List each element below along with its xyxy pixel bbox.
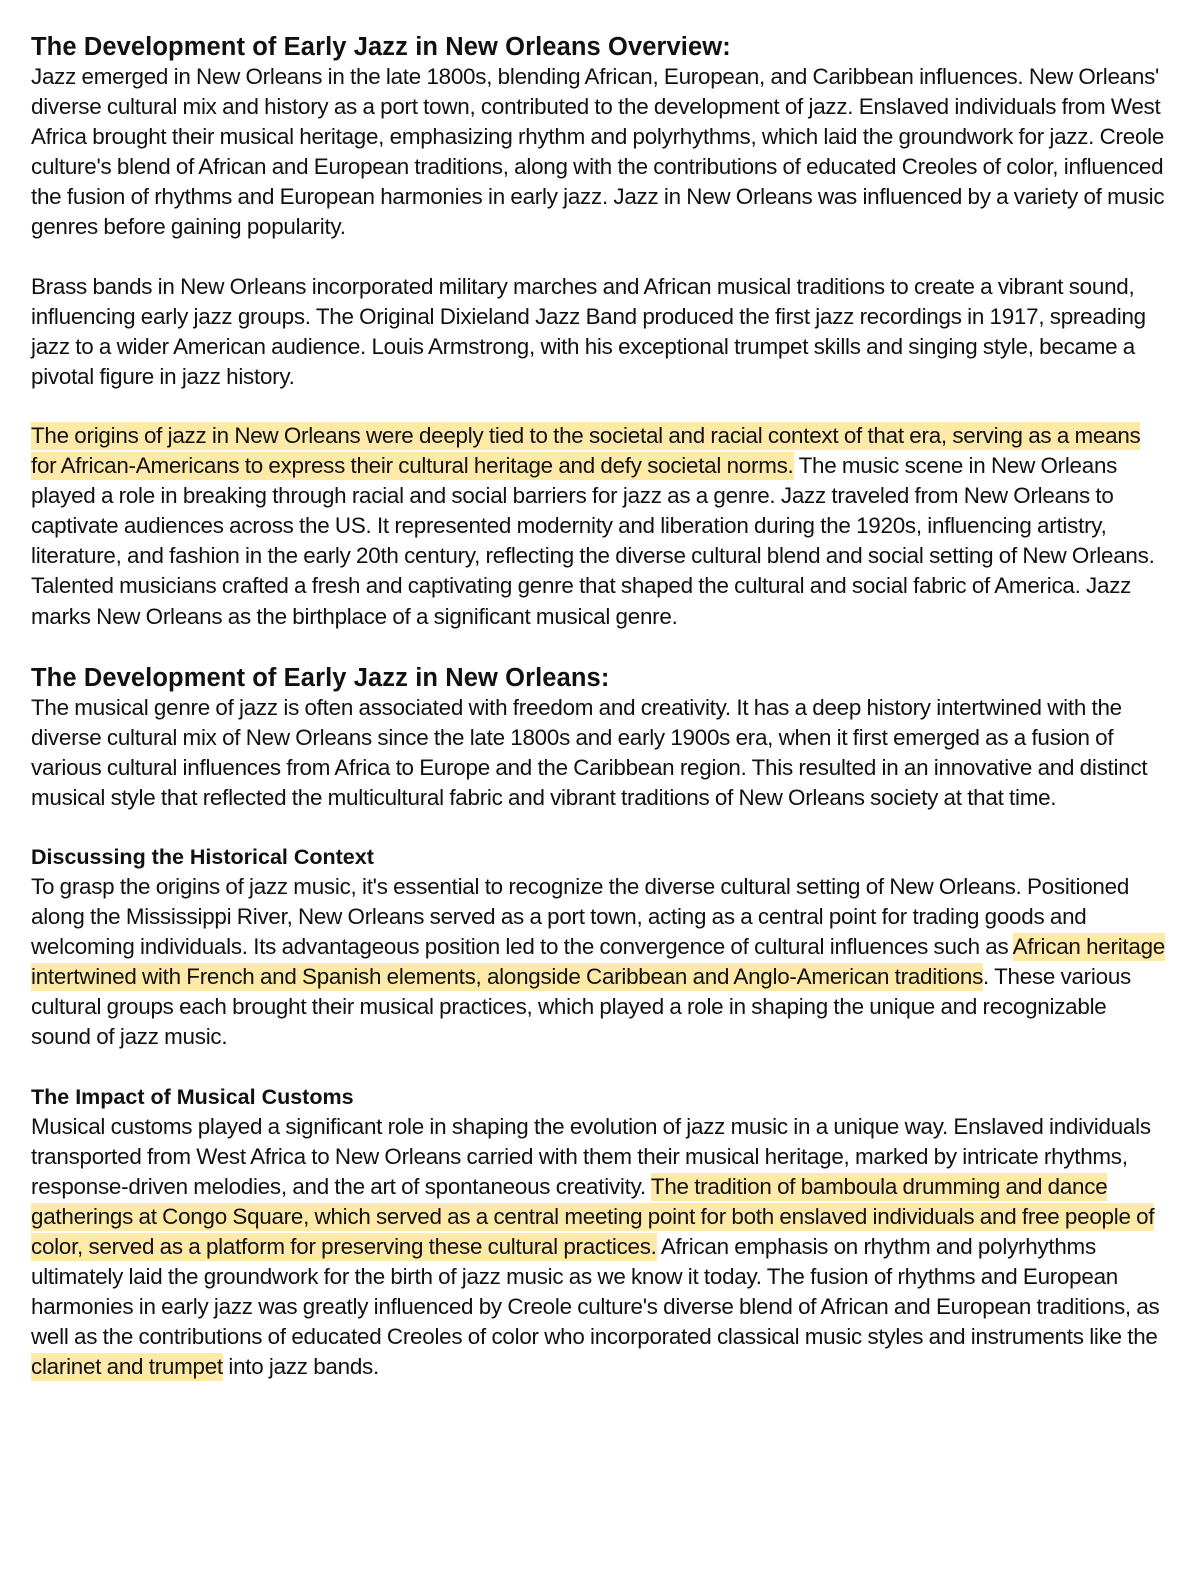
document-page — [31, 32, 1171, 1382]
historical-context-heading: Discussing the Historical Context — [31, 844, 374, 869]
musical-customs-paragraph — [31, 1112, 1171, 1383]
highlighted-text: African heritage intertwined with French and Spanish elements, alongside Caribbean and Anglo-American traditions — [31, 934, 1165, 990]
paragraph-text: Musical customs played a significant role in shaping the evolution of jazz music in a unique way. Enslaved individuals transported from West Africa to New Orleans carried with them their musical heritage, marked by intricate rhythms, response-driven melodies, and the art of spontaneous creativity. — [31, 1113, 1151, 1199]
historical-context-paragraph — [31, 872, 1171, 1053]
overview-paragraph-2: Brass bands in New Orleans incorporated military marches and African musical traditions to create a vibrant sound, influencing early jazz groups. The Original Dixieland Jazz Band produced the first jazz recordings in 1917, spreading jazz to a wider American audience. Louis Armstrong, with his exceptional trumpet skills and singing style, became a pivotal figure in jazz history. — [31, 273, 1146, 389]
paragraph-text: . These various cultural groups each brought their musical practices, which played a role in shaping the unique and recognizable sound of jazz music. — [31, 964, 1131, 1050]
overview-paragraph-1: Jazz emerged in New Orleans in the late 1800s, blending African, European, and Caribbean influences. New Orleans' diverse cultural mix and history as a port town, contributed to the development of jazz. Enslaved individuals from West Africa brought their musical heritage, emphasizing rhythm and polyrhythms, which laid the groundwork for jazz. Creole culture's blend of African and European traditions, along with the contributions of educated Creoles of color, influenced the fusion of rhythms and European harmonies in early jazz. Jazz in New Orleans was influenced by a variety of music genres before gaining popularity. — [31, 64, 1165, 240]
paragraph-text: To grasp the origins of jazz music, it's essential to recognize the diverse cultural setting of New Orleans. Positioned along the Mississippi River, New Orleans served as a port town, acting as a central point for trading goods and welcoming individuals. Its advantageous position led to the convergence of cultural influences such as — [31, 873, 1130, 960]
overview-heading: The Development of Early Jazz in New Orleans Overview: — [31, 33, 731, 61]
highlighted-text: clarinet and trumpet — [31, 1354, 223, 1380]
paragraph-text: The music scene in New Orleans played a role in breaking through racial and social barriers for jazz as a genre. Jazz traveled from New Orleans to captivate audiences across the US. It represented modernity and liberation during the 1920s, influencing artistry, literature, and fashion in the early 20th century, reflecting the diverse cultural blend and social setting of New Orleans. Talented musicians crafted a fresh and captivating genre that shaped the cultural and social fabric of America. Jazz marks New Orleans as the birthplace of a significant musical genre. — [31, 453, 1155, 629]
development-heading: The Development of Early Jazz in New Orleans: — [31, 663, 610, 692]
highlighted-text: The tradition of bamboula drumming and dance gatherings at Congo Square, which served as a central meeting point for both enslaved individuals and free people of color, served as a platform for preserving these cultural practices. — [31, 1173, 1155, 1259]
paragraph-text: African emphasis on rhythm and polyrhythms ultimately laid the groundwork for the birth of jazz music as we know it today. The fusion of rhythms and European harmonies in early jazz was greatly influenced by Creole culture's diverse blend of African and European traditions, as well as the contributions of educated Creoles of color who incorporated classical music styles and instruments like the — [31, 1233, 1160, 1350]
overview-paragraph-3 — [31, 421, 1171, 632]
development-paragraph: The musical genre of jazz is often associated with freedom and creativity. It has a deep history intertwined with the diverse cultural mix of New Orleans since the late 1800s and early 1900s era, when it first emerged as a fusion of various cultural influences from Africa to Europe and the Caribbean region. This resulted in an innovative and distinct musical style that reflected the multicultural fabric and vibrant traditions of New Orleans society at that time. — [31, 694, 1148, 810]
paragraph-text: into jazz bands. — [222, 1354, 379, 1380]
highlighted-text: The origins of jazz in New Orleans were deeply tied to the societal and racial context of that era, serving as a means for African-Americans to express their cultural heritage and defy societal norms. — [31, 422, 1141, 479]
musical-customs-heading: The Impact of Musical Customs — [31, 1084, 354, 1109]
